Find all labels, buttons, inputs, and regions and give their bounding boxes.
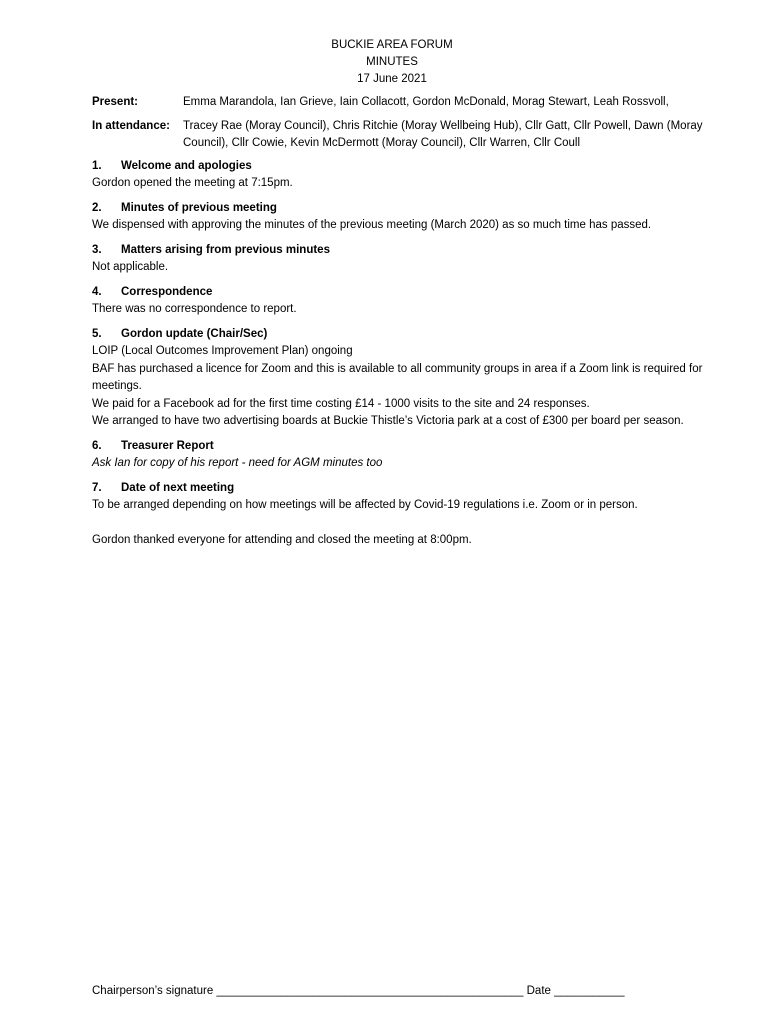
section-text: Gordon opened the meeting at 7:15pm. bbox=[92, 177, 293, 189]
section-number: 4. bbox=[92, 285, 102, 298]
section-heading bbox=[92, 200, 712, 218]
section-text: We paid for a Facebook ad for the first time costing £14 - 1000 visits to the site and 24 responses. bbox=[92, 397, 590, 410]
section-title: Welcome and apologies bbox=[121, 159, 252, 172]
section-text: There was no correspondence to report. bbox=[92, 303, 297, 315]
section-text: To be arranged depending on how meetings will be affected by Covid-19 regulations i.e. Zoom or in person. bbox=[92, 499, 638, 511]
section-gordon-update bbox=[92, 326, 712, 431]
meeting-date: 17 June 2021 bbox=[357, 73, 427, 85]
section-heading bbox=[92, 284, 712, 302]
section-number: 5. bbox=[92, 327, 102, 340]
section-text: We dispensed with approving the minutes of the previous meeting (March 2020) as so much time has passed. bbox=[92, 219, 652, 231]
attendance-label: In attendance: bbox=[92, 119, 170, 132]
section-number: 3. bbox=[92, 243, 102, 256]
present-names: Emma Marandola, Ian Grieve, Iain Collacott, Gordon McDonald, Morag Stewart, Leah Rossvoll, bbox=[183, 96, 669, 108]
attendance-row bbox=[92, 118, 712, 153]
section-number: 1. bbox=[92, 159, 102, 172]
present-row bbox=[92, 94, 712, 112]
section-heading bbox=[92, 326, 712, 344]
section-title: Correspondence bbox=[121, 285, 213, 298]
section-text: We arranged to have two advertising boards at Buckie Thistle’s Victoria park at a cost of £300 per board per season. bbox=[92, 415, 684, 427]
section-number: 6. bbox=[92, 439, 102, 452]
section-title: Gordon update (Chair/Sec) bbox=[121, 327, 268, 340]
org-title: BUCKIE AREA FORUM bbox=[331, 39, 453, 51]
section-text: LOIP (Local Outcomes Improvement Plan) ongoing bbox=[92, 345, 353, 357]
section-heading bbox=[92, 242, 712, 260]
section-previous-minutes bbox=[92, 200, 712, 235]
section-number: 7. bbox=[92, 481, 102, 494]
section-correspondence bbox=[92, 284, 712, 319]
section-title: Minutes of previous meeting bbox=[121, 201, 277, 214]
section-heading bbox=[92, 158, 712, 176]
section-next-meeting bbox=[92, 480, 712, 515]
section-number: 2. bbox=[92, 201, 102, 214]
section-treasurer-report bbox=[92, 438, 712, 473]
section-heading bbox=[92, 438, 712, 456]
document-header bbox=[72, 37, 712, 88]
section-heading bbox=[92, 480, 712, 498]
section-title: Treasurer Report bbox=[121, 439, 214, 452]
document-type: MINUTES bbox=[366, 56, 418, 68]
section-text: BAF has purchased a licence for Zoom and this is available to all community groups in area if a Zoom link is required for meetings. bbox=[92, 362, 703, 392]
closing-statement: Gordon thanked everyone for attending and closed the meeting at 8:00pm. bbox=[92, 533, 472, 546]
section-welcome bbox=[92, 158, 712, 193]
section-text: Not applicable. bbox=[92, 261, 169, 273]
minutes-document bbox=[92, 37, 712, 549]
section-text: Ask Ian for copy of his report - need for AGM minutes too bbox=[92, 457, 383, 469]
section-matters-arising bbox=[92, 242, 712, 277]
attendance-names: Tracey Rae (Moray Council), Chris Ritchie (Moray Wellbeing Hub), Cllr Gatt, Cllr Powell, Dawn (Moray Council), Cllr Cowie, Kevin McDermott (Moray Council), Cllr Warren, Cllr Coull bbox=[183, 119, 703, 149]
section-title: Matters arising from previous minutes bbox=[121, 243, 330, 256]
present-label: Present: bbox=[92, 96, 139, 108]
signature-line: Chairperson’s signature ________________________________________________ Date ___________ bbox=[92, 985, 625, 997]
section-title: Date of next meeting bbox=[121, 481, 235, 494]
